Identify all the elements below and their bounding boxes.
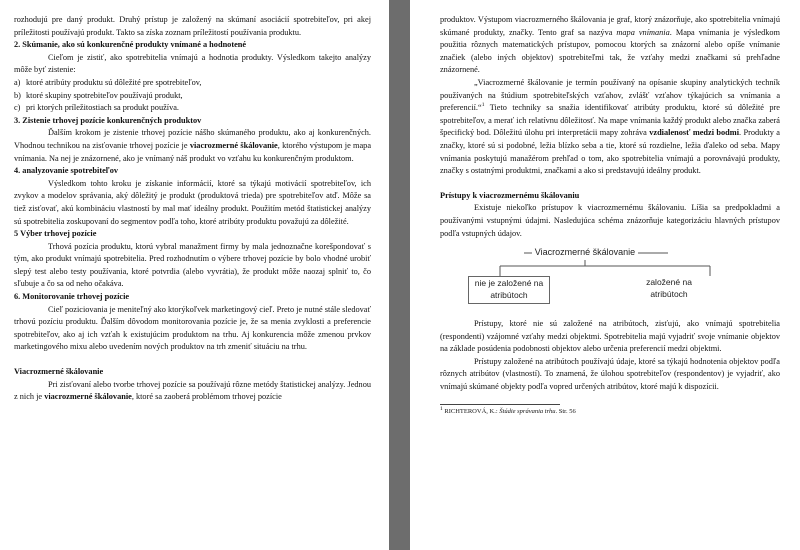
heading-4: 4. analyzovanie spotrebiteľov [14,166,118,176]
paragraph: produktov. Výstupom viacrozmerného škálovania je graf, ktorý znázorňuje, ako spotrebitelia vnímajú skúmané produkty, značky. Tento graf sa nazýva mapa vnímania. Mapa vnímania je výsledkom použitia rôznych matematických prístupov, pomocou ktorých sa znázorní alebo opíše vnímanie značiek (alebo iných objektov) spotrebiteľmi tak, že vzťahy medzi značkami sú prehľadne znázornené. [440,15,780,75]
paragraph: Prístupy založené na atribútoch používajú údaje, ktoré sa týkajú hodnotenia objektov podľa rôznych atribútov (vlastností). To znamená, že úlohou spotrebiteľov (respondentov) je vyjadriť, ako vnímajú skúmané objekty podľa vopred určených atribútov, ktoré majú k dispozícii. [440,356,780,392]
right-page [410,0,800,550]
diagram-box-non-attribute: nie je založené na atribútoch [468,276,550,304]
attribute-list [14,77,371,115]
paragraph: Výsledkom tohto kroku je získanie informácií, ktoré sa týkajú motivácií spotrebiteľov, ich zvykov a modelov správania, aký dôležitý je produkt (produktová trieda) pre spotrebiteľov atď. Môže sa tiež zisťovať, akú kombináciu vlastností by mal mať ideálny produkt. Použitím metód štatistickej analýzy sú spotrebitelia zoskupovaní do segmentov podľa toho, ktoré atribúty produktu považujú za dôležité. [14,178,371,226]
left-page [0,0,389,550]
heading-5: 5 Výber trhovej pozície [14,229,97,239]
section-heading: Prístupy k viacrozmernému škálovaniu [440,190,580,200]
paragraph: Existuje niekoľko prístupov k viacrozmernému škálovaniu. Líšia sa predpokladmi a používanými vstupnými údajmi. Nasledujúca schéma znázorňuje kategorizáciu hlavných prístupov podľa vstupných údajov. [440,203,780,238]
mds-approaches-diagram [440,246,780,308]
list-item: a) ktoré atribúty produktu sú dôležité pre spotrebiteľov, [14,77,202,87]
list-item: c) pri ktorých príležitostiach sa produkt používa. [14,103,179,113]
list-item: b) ktoré skupiny spotrebiteľov používajú produkt, [14,90,183,100]
heading-6: 6. Monitorovanie trhovej pozície [14,292,130,302]
heading-3: 3. Zistenie trhovej pozície konkurenčných produktov [14,115,202,125]
paragraph: rozhodujú pre daný produkt. Druhý prístup je založený na skúmaní asociácií spotrebiteľov, pri akej príležitosti používajú produkt. Takto sa získa zoznam príležitostí používania produktu. [14,15,371,37]
paragraph: „Viacrozmerné škálovanie je termín používaný na opísanie skupiny analytických techník používaných na štúdium spotrebiteľských vzťahov, zvlášť vzťahov týkajúcich sa vnímania a preferencií.“$^1$ Tieto techniky sa snažia identifikovať atribúty produktu, ktoré sú dôležité pre spotrebiteľov, a merať ich relatívnu dôležitosť. Na mape vnímania každý produkt alebo značka zaberá špecifický bod. Dôležitú úlohu pri interpretácii mapy zohráva vzdialenosť medzi bodmi. Produkty a značky, ktoré sú si podobné, ležia blízko seba a tie, ktoré sú rozdielne, ležia ďaleko od seba. Mapy vnímania poskytujú manažérom prehľad o tom, ako spotrebitelia vnímajú a porovnávajú produkty, značky s ostatnými produktmi, značkami a ako si predstavujú ideálny produkt. [440,77,780,176]
footnote: $^1$ RICHTEROVÁ, K.: Štúdie správania trhu. Str. 56 [440,405,576,415]
diagram-box-attribute: založené na atribútoch [646,277,692,300]
diagram-root: Viacrozmerné škálovanie [534,247,636,258]
section-heading: Viacrozmerné škálovanie [14,367,104,377]
paragraph: Ďalším krokom je zistenie trhovej pozície nášho skúmaného produktu, ako aj konkurenčných. Vhodnou technikou na zisťovanie trhovej pozície je viacrozmerné škálovanie, ktorého výstupom je mapa vnímania. Na nej je znázornené, ako je vnímaný náš produkt vo vzťahu ku konkurenčným produktom. [14,128,372,163]
paragraph: Trhová pozícia produktu, ktorú vybral manažment firmy by mala jednoznačne korešpondovať s tým, ako produkt vnímajú spotrebitelia. Pred rozhodnutím o výbere trhovej pozície by bolo vhodné urobiť slepý test alebo testy používania, ktoré potvrdia (alebo vyvrátia), že produkt môže naozaj splniť to, čo sľubuje a čo sa od neho očakáva. [14,241,371,289]
footnote-divider [440,404,560,405]
paragraph: Cieľom je zistiť, ako spotrebitelia vnímajú a hodnotia produkty. Výsledkom takejto analýzy môže byť zistenie: [14,52,371,75]
paragraph: Prístupy, ktoré nie sú založené na atribútoch, zisťujú, ako vnímajú spotrebitelia (respondenti) vzájomné vzťahy medzi objektmi. Spotrebitelia majú vyjadriť svoje vnímanie objektov na základe posúdenia podobnosti objektov alebo určenia preferencií medzi objektmi. [440,319,780,354]
paragraph: Pri zisťovaní alebo tvorbe trhovej pozície sa používajú rôzne metódy štatistickej analýzy. Jednou z nich je viacrozmerné škálovanie, ktoré sa zaoberá problémom trhovej pozície [14,379,371,402]
heading-2: 2. Skúmanie, ako sú konkurenčné produkty vnímané a hodnotené [14,40,247,50]
paragraph: Cieľ poziciovania je meniteľný ako ktorýkoľvek marketingový cieľ. Preto je nutné stále sledovať trhovú pozíciu produktu. Ďalším dôvodom monitorovania pozície je, že sa menia zvyklosti a preferencie spotrebiteľov, ako aj ich vzťah k existujúcim produktom na trhu. Aj konkurencia môže zmenou prvkov marketingového mixu alebo uvedením nových produktov na trh zmeniť situáciu na trhu. [14,304,371,352]
